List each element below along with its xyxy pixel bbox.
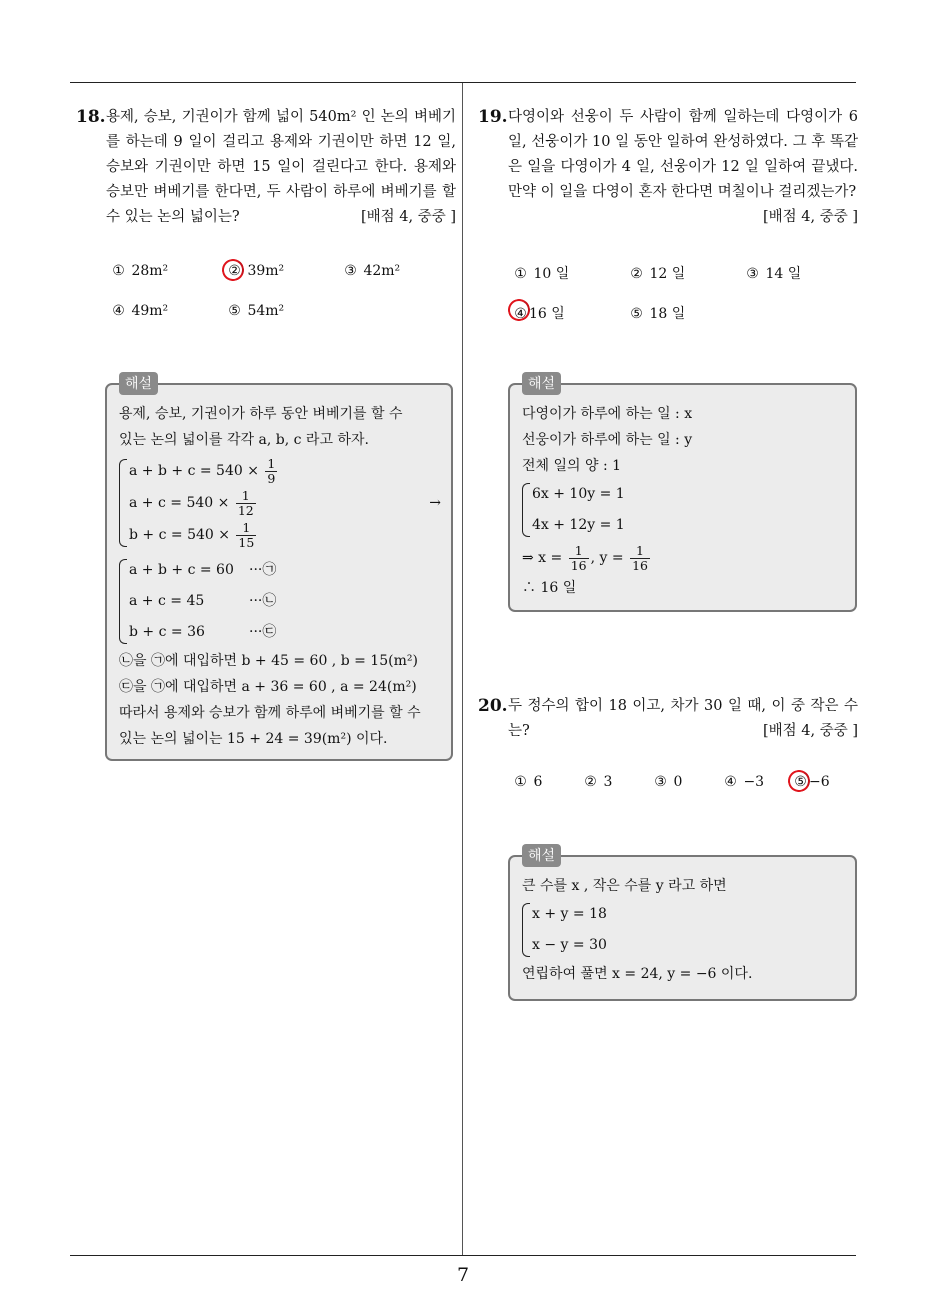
choice-value: 0 bbox=[673, 774, 683, 790]
equation: 6x + 10y = 1 bbox=[532, 486, 625, 502]
equation bbox=[129, 455, 441, 487]
question-points: [배점 4, 중중 ] bbox=[762, 723, 858, 739]
choice-2[interactable] bbox=[582, 774, 612, 790]
question-number: 18. bbox=[76, 107, 106, 127]
numerator: 1 bbox=[236, 521, 256, 536]
choice-5[interactable] bbox=[628, 303, 685, 323]
solution-line: ㉡을 ㉠에 대입하면 b + 45 = 60 , b = 15(m²) bbox=[119, 653, 418, 669]
question-text bbox=[106, 105, 456, 230]
choice-value: 10 일 bbox=[533, 266, 570, 282]
choice-value: 3 bbox=[603, 774, 613, 790]
choice-value: 49m² bbox=[131, 303, 169, 319]
question-19 bbox=[474, 105, 858, 230]
fraction bbox=[236, 521, 256, 550]
fraction bbox=[569, 544, 589, 573]
question-number: 19. bbox=[478, 107, 508, 127]
choice-value: 18 일 bbox=[649, 306, 686, 322]
question-body: 용제, 승보, 기권이가 함께 넓이 540m² 인 논의 벼베기를 하는데 9 일이 걸리고 용제와 기권이만 하면 12 일, 승보와 기권이만 하면 15 일이 걸린다고 한다. 용제와 승보만 벼베기를 한다면, 두 사람이 하루에 벼베기를 할 수 있는 논의 넓이는? bbox=[106, 109, 456, 225]
choice-mark: ⑤ bbox=[228, 303, 241, 319]
solution-box-19 bbox=[508, 376, 857, 612]
equation-label: ···㉢ bbox=[249, 624, 277, 640]
choice-4[interactable] bbox=[512, 303, 565, 323]
brace bbox=[522, 483, 530, 537]
solution-box-18 bbox=[105, 376, 453, 761]
equation-text: a + b + c = 60 bbox=[129, 562, 234, 578]
choice-3[interactable] bbox=[342, 263, 400, 279]
question-points: [배점 4, 중중 ] bbox=[762, 209, 858, 225]
choice-value: −3 bbox=[743, 774, 765, 790]
solution-tag: 해설 bbox=[119, 372, 158, 395]
choice-3[interactable] bbox=[652, 774, 682, 790]
equation-text: b + c = 36 bbox=[129, 624, 205, 640]
solution-line: 연립하여 풀면 x = 24, y = −6 이다. bbox=[522, 966, 753, 982]
page-number: 7 bbox=[456, 1264, 470, 1286]
solution-body bbox=[119, 401, 441, 752]
choice-3[interactable] bbox=[744, 263, 801, 283]
solution-line: 있는 논의 넓이를 각각 a, b, c 라고 하자. bbox=[119, 432, 369, 448]
choice-value: 6 bbox=[533, 774, 543, 790]
choice-2[interactable] bbox=[628, 263, 685, 283]
denominator: 12 bbox=[237, 502, 254, 518]
column-divider bbox=[462, 83, 463, 1255]
solution-box-20 bbox=[508, 848, 857, 1001]
choice-mark: ② bbox=[228, 263, 241, 279]
solution-line: 전체 일의 양 : 1 bbox=[522, 458, 622, 474]
fraction bbox=[236, 489, 256, 518]
numerator: 1 bbox=[569, 544, 589, 559]
numerator: 1 bbox=[236, 489, 256, 504]
question-text bbox=[508, 694, 858, 744]
bottom-rule bbox=[70, 1255, 856, 1256]
denominator: 16 bbox=[632, 557, 648, 573]
equation-system bbox=[522, 479, 845, 541]
red-circle-mark bbox=[220, 257, 247, 284]
choice-mark: ② bbox=[584, 774, 597, 790]
question-18 bbox=[72, 105, 456, 230]
solution-line: 있는 논의 넓이는 15 + 24 = 39(m²) 이다. bbox=[119, 731, 388, 747]
equation-text: b + c = 540 × bbox=[129, 527, 230, 543]
equation: 4x + 12y = 1 bbox=[532, 517, 625, 533]
equation-label: ···㉡ bbox=[249, 593, 277, 609]
top-rule bbox=[70, 82, 856, 83]
choice-2[interactable] bbox=[226, 263, 284, 279]
equation-text: ⇒ x = bbox=[522, 550, 563, 566]
question-text bbox=[508, 105, 858, 225]
choice-1[interactable] bbox=[512, 263, 569, 283]
solution-line: 따라서 용제와 승보가 함께 하루에 벼베기를 할 수 bbox=[119, 705, 421, 721]
choice-mark: ④ bbox=[724, 774, 737, 790]
solution-line: 다영이가 하루에 하는 일 : x bbox=[522, 406, 693, 422]
choice-mark: ① bbox=[514, 774, 527, 790]
solution-tag: 해설 bbox=[522, 844, 561, 867]
question-number: 20. bbox=[478, 696, 508, 716]
solution-body bbox=[522, 401, 845, 601]
denominator: 9 bbox=[267, 470, 276, 486]
choice-4[interactable] bbox=[722, 774, 764, 790]
choice-1[interactable] bbox=[110, 263, 168, 279]
question-body: 다영이와 선웅이 두 사람이 함께 일하는데 다영이가 6 일, 선웅이가 10 일 동안 일하여 완성하였다. 그 후 똑같은 일을 다영이가 4 일, 선웅이가 12 일 일하여 끝냈다. 만약 이 일을 다영이 혼자 한다면 며칠이나 걸리겠는가? bbox=[508, 109, 858, 200]
numerator: 1 bbox=[630, 544, 650, 559]
choice-value: 54m² bbox=[247, 303, 285, 319]
equation bbox=[129, 617, 441, 648]
choice-mark: ③ bbox=[746, 266, 759, 282]
choice-value: 42m² bbox=[363, 263, 401, 279]
denominator: 15 bbox=[238, 534, 255, 550]
equation bbox=[129, 555, 441, 586]
equation-text: a + c = 45 bbox=[129, 593, 205, 609]
equation-system bbox=[522, 899, 845, 961]
choice-mark: ① bbox=[112, 263, 125, 279]
choice-mark: ① bbox=[514, 266, 527, 282]
equation-text: , y = bbox=[590, 550, 624, 566]
fraction bbox=[630, 544, 650, 573]
solution-line: ㉢을 ㉠에 대입하면 a + 36 = 60 , a = 24(m²) bbox=[119, 679, 417, 695]
choice-5[interactable] bbox=[226, 303, 284, 319]
choice-value: 12 일 bbox=[649, 266, 686, 282]
solution-line: 용제, 승보, 기권이가 하루 동안 벼베기를 할 수 bbox=[119, 406, 403, 422]
brace bbox=[119, 459, 127, 547]
choice-mark: ③ bbox=[654, 774, 667, 790]
solution-line: ∴ 16 일 bbox=[522, 580, 577, 596]
denominator: 16 bbox=[570, 557, 587, 573]
solution-tag: 해설 bbox=[522, 372, 561, 395]
red-circle-mark bbox=[786, 768, 813, 795]
choice-value: 16 일 bbox=[529, 306, 565, 322]
choice-5[interactable] bbox=[792, 774, 830, 790]
choice-value: 28m² bbox=[131, 263, 169, 279]
equation-system-2 bbox=[119, 555, 441, 648]
brace bbox=[119, 559, 127, 644]
question-body: 두 정수의 합이 18 이고, 차가 30 일 때, 이 중 작은 수는? bbox=[508, 698, 858, 739]
solution-result bbox=[522, 541, 845, 575]
equation: x + y = 18 bbox=[532, 906, 607, 922]
fraction bbox=[265, 457, 277, 486]
choice-mark: ④ bbox=[112, 303, 125, 319]
solution-line: 선웅이가 하루에 하는 일 : y bbox=[522, 432, 693, 448]
equation-text: a + b + c = 540 × bbox=[129, 463, 259, 479]
choice-value: −6 bbox=[809, 774, 830, 790]
equation bbox=[129, 487, 441, 519]
solution-line: 큰 수를 x , 작은 수를 y 라고 하면 bbox=[522, 878, 727, 894]
choice-value: 39m² bbox=[247, 263, 285, 279]
question-points: [배점 4, 중중 ] bbox=[360, 209, 456, 225]
choice-4[interactable] bbox=[110, 303, 168, 319]
equation bbox=[129, 586, 441, 617]
equation bbox=[129, 519, 441, 551]
choice-value: 14 일 bbox=[765, 266, 802, 282]
equation: x − y = 30 bbox=[532, 937, 607, 953]
choice-mark: ⑤ bbox=[794, 774, 807, 790]
question-20 bbox=[474, 694, 858, 744]
numerator: 1 bbox=[267, 455, 276, 471]
equation-label: ···㉠ bbox=[249, 562, 277, 578]
choice-mark: ③ bbox=[344, 263, 357, 279]
choice-mark: ④ bbox=[514, 306, 527, 322]
equation-text: a + c = 540 × bbox=[129, 495, 230, 511]
solution-body bbox=[522, 873, 845, 987]
choice-mark: ⑤ bbox=[630, 306, 643, 322]
arrow: → bbox=[429, 495, 441, 511]
choice-mark: ② bbox=[630, 266, 643, 282]
brace bbox=[522, 903, 530, 957]
choice-1[interactable] bbox=[512, 774, 542, 790]
equation-system-1 bbox=[119, 455, 441, 551]
